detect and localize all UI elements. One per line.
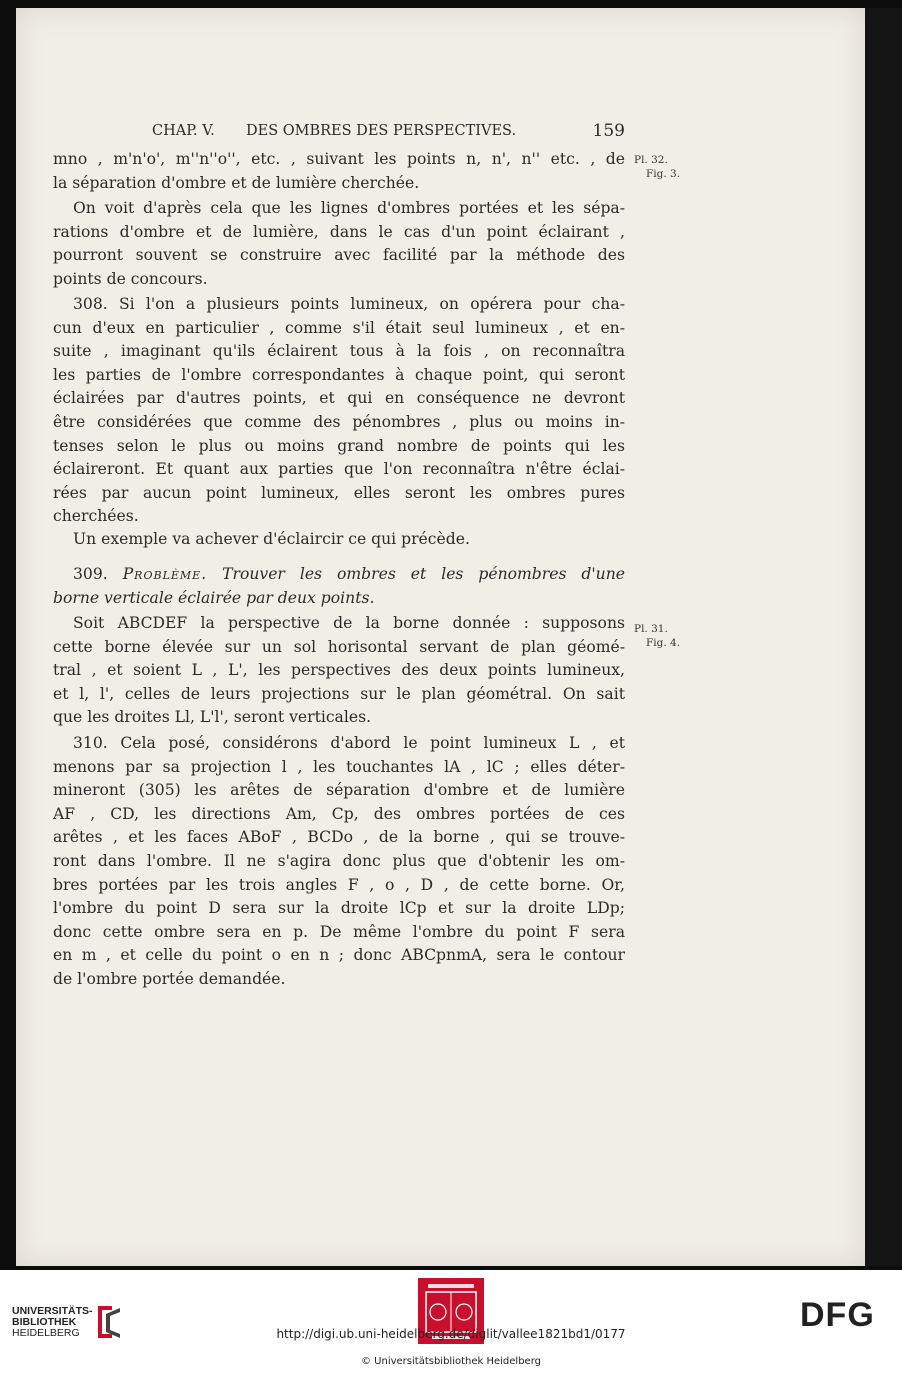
text-line: et l, l', celles de leurs projections sur le plan géométral. On sait: [53, 684, 625, 703]
text-line: l'ombre du point D sera sur la droite lCp et sur la droite LDp;: [53, 899, 625, 918]
text-line: 308. Si l'on a plusieurs points lumineux, on opérera pour cha-: [73, 295, 625, 313]
text-line: cherchées.: [53, 507, 139, 526]
text-line: suite , imaginant qu'ils éclairent tous à la fois , on reconnaîtra: [53, 342, 625, 361]
text-line: points de concours.: [53, 269, 208, 288]
text-line: bres portées par les trois angles F , o , D , de cette borne. Or,: [53, 875, 625, 894]
paragraph: [53, 197, 625, 291]
dfg-logo[interactable]: DFG: [800, 1296, 875, 1334]
text-line: AF , CD, les directions Am, Cp, des ombres portées de ces: [53, 804, 625, 823]
section-number: 309.: [73, 565, 108, 583]
text-line: pourront souvent se construire avec facilité par la méthode des: [53, 246, 625, 265]
library-name-line: UNIVERSITÄTS-: [12, 1305, 93, 1317]
problem-title: Trouver les ombres et les pénombres d'une: [222, 565, 625, 583]
text-line: 310. Cela posé, considérons d'abord le point lumineux L , et: [73, 734, 625, 752]
page-edge-shadow: [865, 8, 902, 1266]
library-name-line: BIBLIOTHEK: [12, 1316, 77, 1328]
text-line: tral , et soient L , L', les perspectives des deux points lumineux,: [53, 661, 625, 680]
library-name-line: HEIDELBERG: [12, 1327, 80, 1339]
text-line: les parties de l'ombre correspondantes à chaque point, qui seront: [53, 365, 625, 384]
chapter-label: CHAP. V.: [152, 123, 215, 139]
text-line: être considérées que comme des pénombres , plus ou moins in-: [53, 412, 625, 431]
text-line: tenses selon le plus ou moins grand nombre de points qui les: [53, 436, 625, 455]
problem-label: Problème.: [122, 565, 208, 583]
problem-309: [53, 563, 625, 610]
text-line: éclaireront. Et quant aux parties que l'on reconnaîtra n'être éclai-: [53, 460, 625, 479]
margin-note-1: [634, 153, 680, 181]
text-line: que les droites Ll, L'l', seront verticales.: [53, 708, 372, 727]
text-line: rations d'ombre et de lumière, dans le cas d'un point éclairant ,: [53, 222, 625, 241]
margin-note-2: [634, 622, 680, 650]
text-line: ront dans l'ombre. Il ne s'agira donc plus que d'obtenir les om-: [53, 851, 625, 870]
text-line: cun d'eux en particulier , comme s'il était seul lumineux , et en-: [53, 318, 625, 337]
page-number: 159: [592, 121, 625, 141]
text-line: mno , m'n'o', m''n''o'', etc. , suivant les points n, n', n'' etc. , de: [53, 150, 625, 168]
text-line: mineront (305) les arêtes de séparation d'ombre et de lumière: [53, 781, 625, 800]
text-line: rées par aucun point lumineux, elles seront les ombres pures: [53, 483, 625, 502]
chapter-title: DES OMBRES DES PERSPECTIVES.: [246, 123, 517, 139]
text-line: On voit d'après cela que les lignes d'ombres portées et les sépa-: [73, 199, 625, 217]
text-line: donc cette ombre sera en p. De même l'ombre du point F sera: [53, 922, 625, 941]
permalink-url[interactable]: http://digi.ub.uni-heidelberg.de/diglit/vallee1821bd1/0177: [276, 1327, 626, 1341]
text-line: de l'ombre portée demandée.: [53, 969, 286, 988]
margin-plate: Pl. 31.: [634, 623, 668, 635]
problem-heading-line: [53, 563, 625, 587]
margin-plate: Pl. 32.: [634, 154, 668, 166]
text-line: cette borne élevée sur un sol horisontal servant de plan géomé-: [53, 637, 625, 656]
text-line: borne verticale éclairée par deux points.: [53, 588, 375, 607]
text-line: la séparation d'ombre et de lumière cherchée.: [53, 173, 420, 192]
text-line: Soit ABCDEF la perspective de la borne donnée : supposons: [73, 614, 625, 632]
paragraph-soit: [53, 612, 625, 730]
text-line: en m , et celle du point o en n ; donc ABCpnmA, sera le contour: [53, 946, 625, 965]
margin-figure: Fig. 3.: [646, 168, 681, 180]
text-line: menons par sa projection l , les touchantes lA , lC ; elles déter-: [53, 757, 625, 776]
copyright-notice: © Universitätsbibliothek Heidelberg: [360, 1356, 541, 1367]
text-line: Un exemple va achever d'éclaircir ce qui précède.: [73, 530, 470, 548]
paragraph-310: [53, 732, 625, 992]
paragraph-continuation: [53, 148, 625, 195]
paragraph-example: [53, 528, 625, 552]
paragraph-308: [53, 293, 625, 529]
text-line: éclairées par d'autres points, et qui en conséquence ne devront: [53, 389, 625, 408]
text-line: arêtes , et les faces ABoF , BCDo , de la borne , qui se trouve-: [53, 828, 625, 847]
margin-figure: Fig. 4.: [646, 637, 681, 649]
